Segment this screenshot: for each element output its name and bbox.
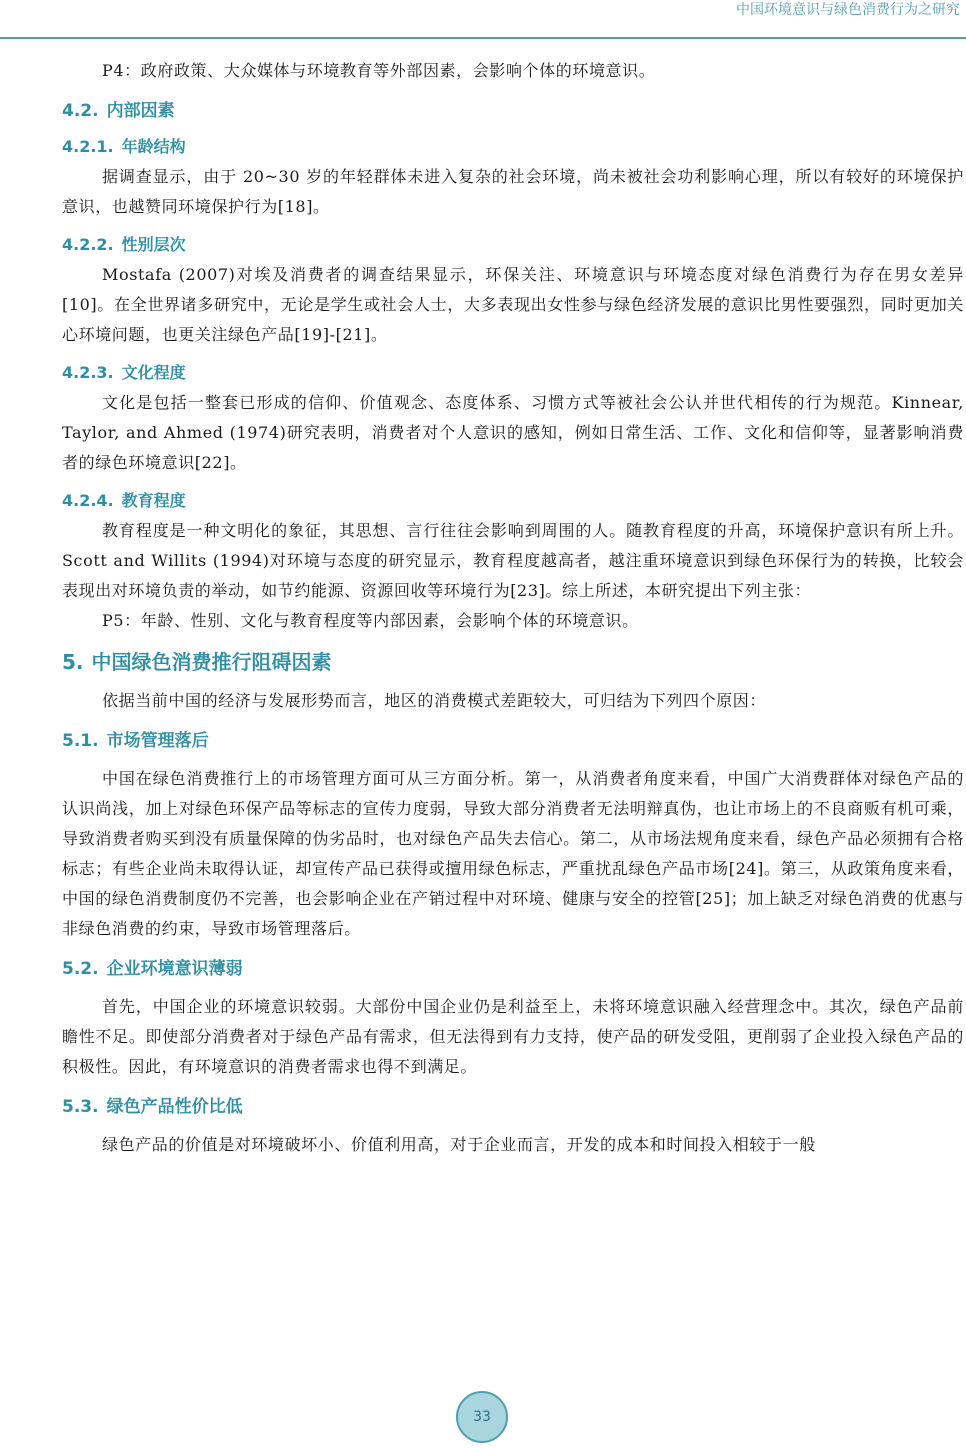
heading-number: 5.2.: [62, 959, 99, 979]
section-heading-5-1: [62, 728, 964, 754]
heading-number: 4.2.3.: [62, 363, 114, 382]
section-heading-4-2-4: [62, 490, 964, 512]
heading-number: 5.1.: [62, 731, 99, 751]
paragraph: P4：政府政策、大众媒体与环境教育等外部因素，会影响个体的环境意识。: [102, 61, 656, 80]
heading-title: 内部因素: [106, 101, 175, 121]
heading-title: 中国绿色消费推行阻碍因素: [91, 650, 332, 674]
heading-number: 4.2.2.: [62, 235, 114, 254]
paragraph: 首先，中国企业的环境意识较弱。大部份中国企业仍是利益至上，未将环境意识融入经营理念中。其次，绿色产品前瞻性不足。即使部分消费者对于绿色产品有需求，但无法得到有力支持，使产品的研发受阻，更削弱了企业投入绿色产品的积极性。因此，有环境意识的消费者需求也得不到满足。: [62, 997, 964, 1076]
heading-number: 4.2.: [62, 101, 99, 121]
heading-number: 4.2.1.: [62, 137, 114, 156]
section-heading-4-2-3: [62, 362, 964, 384]
heading-number: 5.3.: [62, 1097, 99, 1117]
heading-title: 市场管理落后: [106, 731, 209, 751]
heading-title: 企业环境意识薄弱: [106, 959, 243, 979]
section-heading-5-2: [62, 956, 964, 982]
paragraph: 依据当前中国的经济与发展形势而言，地区的消费模式差距较大，可归结为下列四个原因：: [102, 691, 767, 710]
heading-number: 4.2.4.: [62, 491, 114, 510]
paragraph: 中国在绿色消费推行上的市场管理方面可从三方面分析。第一，从消费者角度来看，中国广大消费群体对绿色产品的认识尚浅，加上对绿色环保产品等标志的宣传力度弱，导致大部分消费者无法明辩真伪，也让市场上的不良商贩有机可乘，导致消费者购买到没有质量保障的伪劣品时，也对绿色产品失去信心。第二，从市场法规角度来看，绿色产品必须拥有合格标志；有些企业尚未取得认证，却宣传产品已获得或擅用绿色标志，严重扰乱绿色产品市场[24]。第三，从政策角度来看，中国的绿色消费制度仍不完善，也会影响企业在产销过程中对环境、健康与安全的控管[25]；加上缺乏对绿色消费的优惠与非绿色消费的约束，导致市场管理落后。: [62, 769, 964, 938]
paragraph: Mostafa (2007)对埃及消费者的调查结果显示，环保关注、环境意识与环境态度对绿色消费行为存在男女差异[10]。在全世界诸多研究中，无论是学生或社会人士，大多表现出女性参与绿色经济发展的意识比男性要强烈，同时更加关心环境问题，也更关注绿色产品[19]-[21]。: [62, 265, 964, 344]
heading-title: 绿色产品性价比低: [106, 1097, 243, 1117]
running-header-title: 中国环境意识与绿色消费行为之研究: [736, 2, 960, 18]
page-number-badge: 33: [456, 1391, 508, 1443]
paragraph: 教育程度是一种文明化的象征，其思想、言行往往会影响到周围的人。随教育程度的升高，环境保护意识有所上升。Scott and Willits (1994)对环境与态度的研究显示，教育程度越高者，越注重环境意识到绿色环保行为的转换，比较会表现出对环境负责的举动，如节约能源、资源回收等环境行为[23]。综上所述，本研究提出下列主张：: [62, 521, 964, 600]
page-body: [62, 56, 964, 1160]
section-heading-5-3: [62, 1094, 964, 1120]
paragraph: 据调查显示，由于 20~30 岁的年轻群体未进入复杂的社会环境，尚未被社会功利影响心理，所以有较好的环境保护意识，也越赞同环境保护行为[18]。: [62, 167, 964, 216]
heading-title: 教育程度: [121, 491, 186, 510]
heading-title: 年龄结构: [121, 137, 186, 156]
paragraph: 绿色产品的价值是对环境破坏小、价值利用高，对于企业而言，开发的成本和时间投入相较于一般: [102, 1135, 816, 1154]
header-rule: [0, 37, 966, 39]
section-heading-4-2-1: [62, 136, 964, 158]
paragraph: 文化是包括一整套已形成的信仰、价值观念、态度体系、习惯方式等被社会公认并世代相传的行为规范。Kinnear, Taylor, and Ahmed (1974)研究表明，消费者对个人意识的感知，例如日常生活、工作、文化和信仰等，显著影响消费者的绿色环境意识[22]。: [62, 393, 964, 472]
heading-number: 5.: [62, 650, 84, 674]
section-heading-4-2-2: [62, 234, 964, 256]
section-heading-5: [62, 648, 964, 676]
heading-title: 文化程度: [121, 363, 186, 382]
section-heading-4-2: [62, 98, 964, 124]
paragraph: P5：年龄、性别、文化与教育程度等内部因素，会影响个体的环境意识。: [102, 611, 639, 630]
heading-title: 性别层次: [121, 235, 186, 254]
